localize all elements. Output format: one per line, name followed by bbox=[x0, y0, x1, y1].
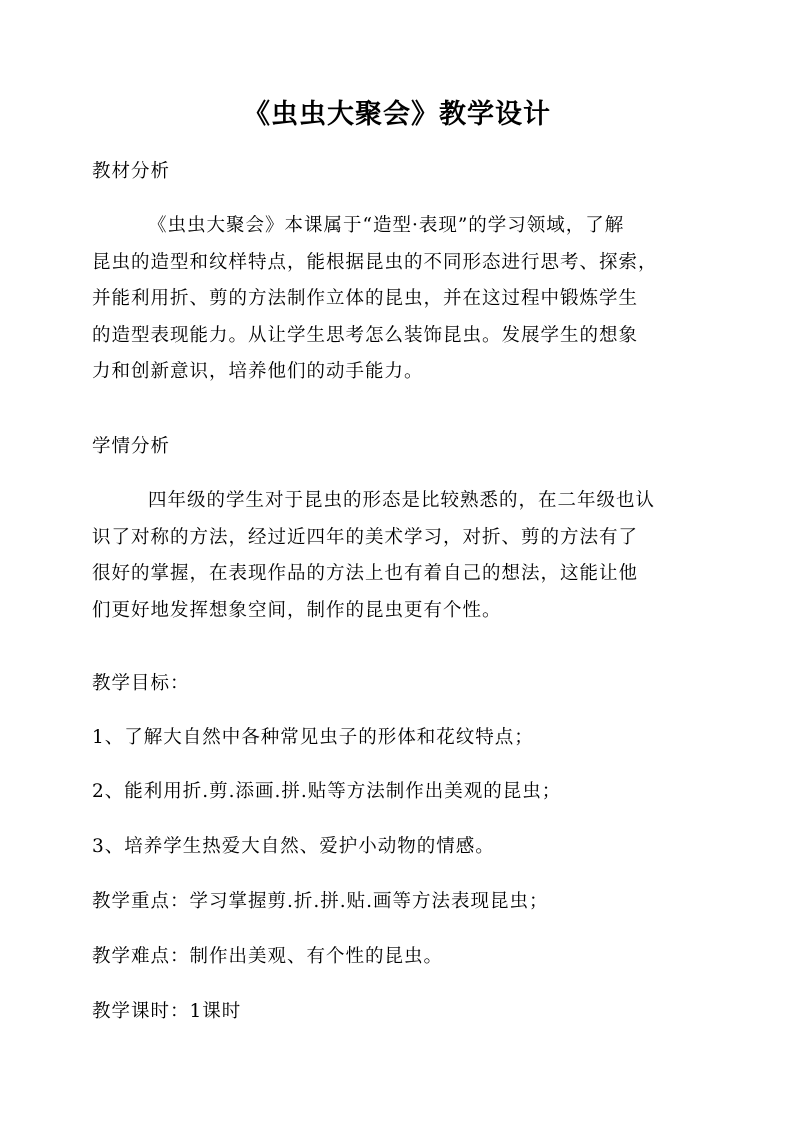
paragraph-line: 并能利用折、剪的方法制作立体的昆虫，并在这过程中锻炼学生 bbox=[92, 288, 639, 309]
paragraph-line: 很好的掌握，在表现作品的方法上也有着自己的想法，这能让他 bbox=[92, 563, 639, 584]
heading-student-analysis: 学情分析 bbox=[92, 436, 171, 457]
goal-item-2: 2、能利用折.剪.添画.拼.贴等方法制作出美观的昆虫； bbox=[92, 781, 562, 802]
paragraph-line: 识了对称的方法，经过近四年的美术学习，对折、剪的方法有了 bbox=[92, 526, 639, 548]
paragraph-line: 《虫虫大聚会》本课属于“造型·表现”的学习领域，了解 bbox=[148, 215, 625, 236]
heading-material-analysis: 教材分析 bbox=[92, 161, 171, 182]
paragraph-line: 们更好地发挥想象空间，制作的昆虫更有个性。 bbox=[92, 599, 502, 621]
teaching-hours: 教学课时：1课时 bbox=[92, 1001, 242, 1022]
paragraph-line: 力和创新意识，培养他们的动手能力。 bbox=[92, 361, 424, 382]
paragraph-material-analysis bbox=[92, 212, 704, 395]
paragraph-line: 昆虫的造型和纹样特点，能根据昆虫的不同形态进行思考、探索， bbox=[92, 251, 658, 273]
heading-teaching-goals: 教学目标： bbox=[92, 673, 190, 694]
paragraph-line: 的造型表现能力。从让学生思考怎么装饰昆虫。发展学生的想象 bbox=[92, 324, 639, 346]
paragraph-line: 四年级的学生对于昆虫的形态是比较熟悉的，在二年级也认 bbox=[148, 490, 656, 511]
page-title: 《虫虫大聚会》教学设计 bbox=[243, 99, 551, 130]
teaching-difficulty: 教学难点：制作出美观、有个性的昆虫。 bbox=[92, 946, 444, 967]
teaching-key-point: 教学重点：学习掌握剪.折.拼.贴.画等方法表现昆虫； bbox=[92, 891, 549, 912]
goal-item-3: 3、培养学生热爱大自然、爱护小动物的情感。 bbox=[92, 836, 495, 857]
goal-item-1: 1、了解大自然中各种常见虫子的形体和花纹特点； bbox=[92, 727, 534, 748]
paragraph-student-analysis bbox=[92, 487, 704, 633]
